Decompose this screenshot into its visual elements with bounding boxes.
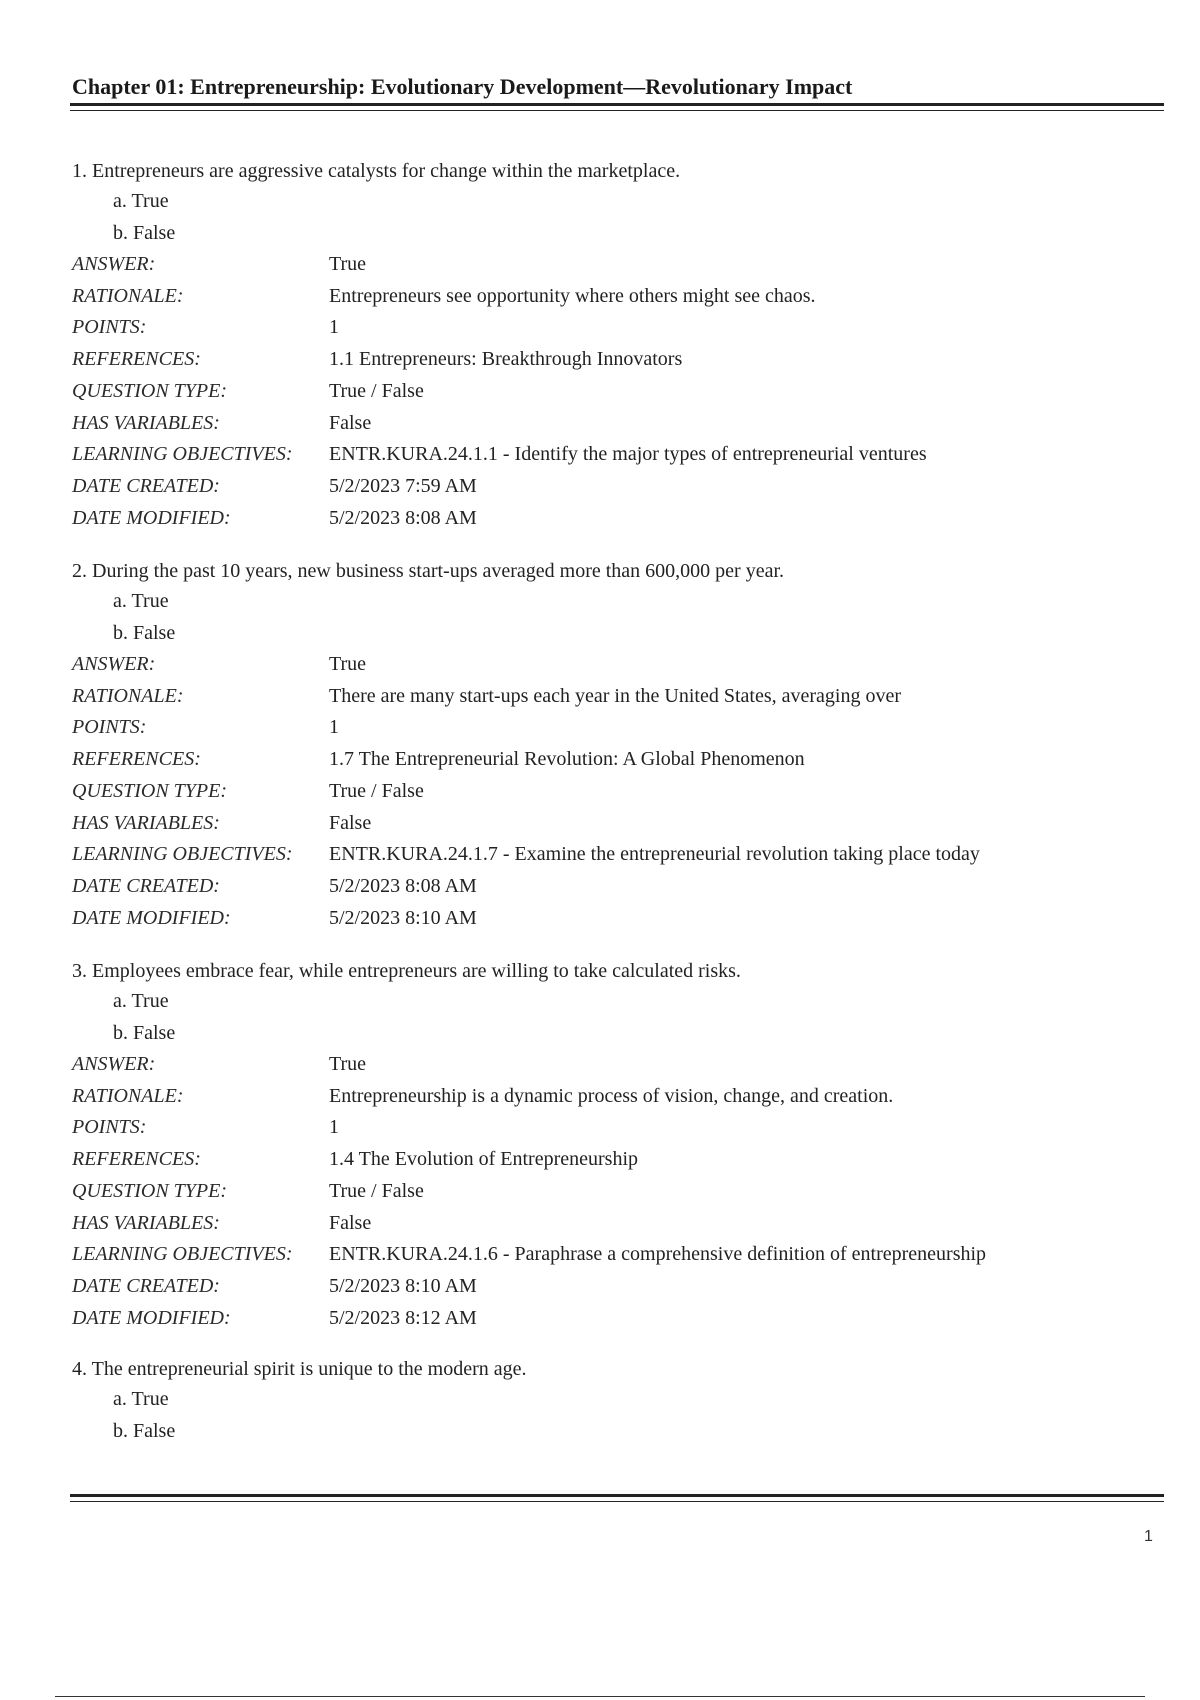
points-row — [72, 712, 1172, 744]
points-value: 1 — [329, 1116, 339, 1139]
references-label: REFERENCES: — [72, 1148, 201, 1171]
has-variables-value: False — [329, 1211, 372, 1234]
option-b: b. False — [113, 622, 176, 644]
answer-label: ANSWER: — [72, 653, 156, 675]
answer-label: ANSWER: — [72, 253, 156, 275]
date-modified-label: DATE MODIFIED: — [72, 506, 231, 529]
rationale-label: RATIONALE: — [72, 284, 184, 307]
date-created-value: 5/2/2023 7:59 AM — [329, 474, 477, 497]
rationale-label: RATIONALE: — [72, 1084, 184, 1107]
question-type-value: True / False — [329, 1179, 424, 1202]
date-modified-value: 5/2/2023 8:10 AM — [329, 906, 477, 929]
date-modified-label: DATE MODIFIED: — [72, 906, 231, 929]
question-stem: 4. The entrepreneurial spirit is unique to the modern age. — [72, 1358, 527, 1380]
option-b: b. False — [113, 1022, 176, 1044]
learning-objectives-row — [72, 439, 1172, 471]
answer-row — [72, 649, 1172, 681]
date-created-row — [72, 871, 1172, 903]
references-label: REFERENCES: — [72, 748, 201, 771]
date-created-value: 5/2/2023 8:08 AM — [329, 874, 477, 897]
question-stem: 1. Entrepreneurs are aggressive catalysts for change within the marketplace. — [72, 160, 681, 182]
page-number: 1 — [1144, 1528, 1153, 1545]
has-variables-label: HAS VARIABLES: — [72, 411, 220, 434]
question-type-label: QUESTION TYPE: — [72, 379, 228, 402]
date-created-row — [72, 1271, 1172, 1303]
points-label: POINTS: — [72, 316, 147, 339]
question-type-row — [72, 776, 1172, 808]
has-variables-label: HAS VARIABLES: — [72, 811, 220, 834]
chapter-title: Chapter 01: Entrepreneurship: Evolutionary Development—Revolutionary Impact — [72, 74, 853, 99]
references-value: 1.1 Entrepreneurs: Breakthrough Innovators — [329, 348, 683, 371]
has-variables-value: False — [329, 811, 372, 834]
question-stem: 3. Employees embrace fear, while entrepreneurs are willing to take calculated risks. — [72, 960, 741, 982]
date-created-label: DATE CREATED: — [72, 874, 220, 897]
option-a: a. True — [113, 590, 169, 612]
date-modified-row — [72, 503, 1172, 535]
question-type-value: True / False — [329, 779, 424, 802]
option-a: a. True — [113, 190, 169, 212]
footer-rule — [55, 1696, 1145, 1697]
footer-double-rule — [70, 1494, 1164, 1502]
has-variables-row — [72, 408, 1172, 440]
question-type-row — [72, 1176, 1172, 1208]
date-modified-value: 5/2/2023 8:08 AM — [329, 506, 477, 529]
references-row — [72, 1144, 1172, 1176]
points-label: POINTS: — [72, 1116, 147, 1139]
date-created-label: DATE CREATED: — [72, 1274, 220, 1297]
rationale-value: Entrepreneurs see opportunity where others might see chaos. — [329, 284, 816, 307]
references-row — [72, 344, 1172, 376]
references-value: 1.7 The Entrepreneurial Revolution: A Global Phenomenon — [329, 748, 805, 771]
rationale-value: Entrepreneurship is a dynamic process of vision, change, and creation. — [329, 1084, 894, 1107]
rationale-label: RATIONALE: — [72, 684, 184, 707]
points-row — [72, 1112, 1172, 1144]
references-label: REFERENCES: — [72, 348, 201, 371]
has-variables-row — [72, 808, 1172, 840]
learning-objectives-label: LEARNING OBJECTIVES: — [72, 1243, 293, 1266]
question-type-row — [72, 376, 1172, 408]
answer-row — [72, 1049, 1172, 1081]
points-label: POINTS: — [72, 716, 147, 739]
learning-objectives-value: ENTR.KURA.24.1.1 - Identify the major types of entrepreneurial ventures — [329, 443, 927, 466]
date-created-value: 5/2/2023 8:10 AM — [329, 1274, 477, 1297]
option-a: a. True — [113, 1388, 169, 1410]
learning-objectives-row — [72, 839, 1172, 871]
learning-objectives-value: ENTR.KURA.24.1.6 - Paraphrase a comprehensive definition of entrepreneurship — [329, 1243, 987, 1266]
learning-objectives-row — [72, 1239, 1172, 1271]
question-type-label: QUESTION TYPE: — [72, 779, 228, 802]
question-type-label: QUESTION TYPE: — [72, 1179, 228, 1202]
learning-objectives-label: LEARNING OBJECTIVES: — [72, 443, 293, 466]
question-1 — [72, 157, 1172, 534]
rationale-row — [72, 1081, 1172, 1113]
date-created-row — [72, 471, 1172, 503]
option-a: a. True — [113, 990, 169, 1012]
date-modified-row — [72, 903, 1172, 935]
answer-row — [72, 249, 1172, 281]
question-stem: 2. During the past 10 years, new business start-ups averaged more than 600,000 per year. — [72, 560, 785, 582]
question-2 — [72, 557, 1172, 934]
points-row — [72, 312, 1172, 344]
has-variables-row — [72, 1208, 1172, 1240]
option-b: b. False — [113, 1420, 176, 1442]
answer-value: True — [329, 253, 367, 275]
header-double-rule — [70, 103, 1164, 111]
date-modified-row — [72, 1303, 1172, 1335]
answer-label: ANSWER: — [72, 1053, 156, 1075]
question-type-value: True / False — [329, 379, 424, 402]
rationale-row — [72, 281, 1172, 313]
rationale-value: There are many start-ups each year in the United States, averaging over — [329, 684, 901, 707]
learning-objectives-value: ENTR.KURA.24.1.7 - Examine the entrepreneurial revolution taking place today — [329, 843, 980, 866]
learning-objectives-label: LEARNING OBJECTIVES: — [72, 843, 293, 866]
date-modified-value: 5/2/2023 8:12 AM — [329, 1306, 477, 1329]
points-value: 1 — [329, 316, 339, 339]
has-variables-label: HAS VARIABLES: — [72, 1211, 220, 1234]
rationale-row — [72, 681, 1172, 713]
question-3 — [72, 957, 1172, 1334]
question-4 — [72, 1355, 1172, 1447]
points-value: 1 — [329, 716, 339, 739]
answer-value: True — [329, 653, 367, 675]
answer-value: True — [329, 1053, 367, 1075]
has-variables-value: False — [329, 411, 372, 434]
date-created-label: DATE CREATED: — [72, 474, 220, 497]
date-modified-label: DATE MODIFIED: — [72, 1306, 231, 1329]
references-value: 1.4 The Evolution of Entrepreneurship — [329, 1148, 639, 1171]
option-b: b. False — [113, 222, 176, 244]
references-row — [72, 744, 1172, 776]
